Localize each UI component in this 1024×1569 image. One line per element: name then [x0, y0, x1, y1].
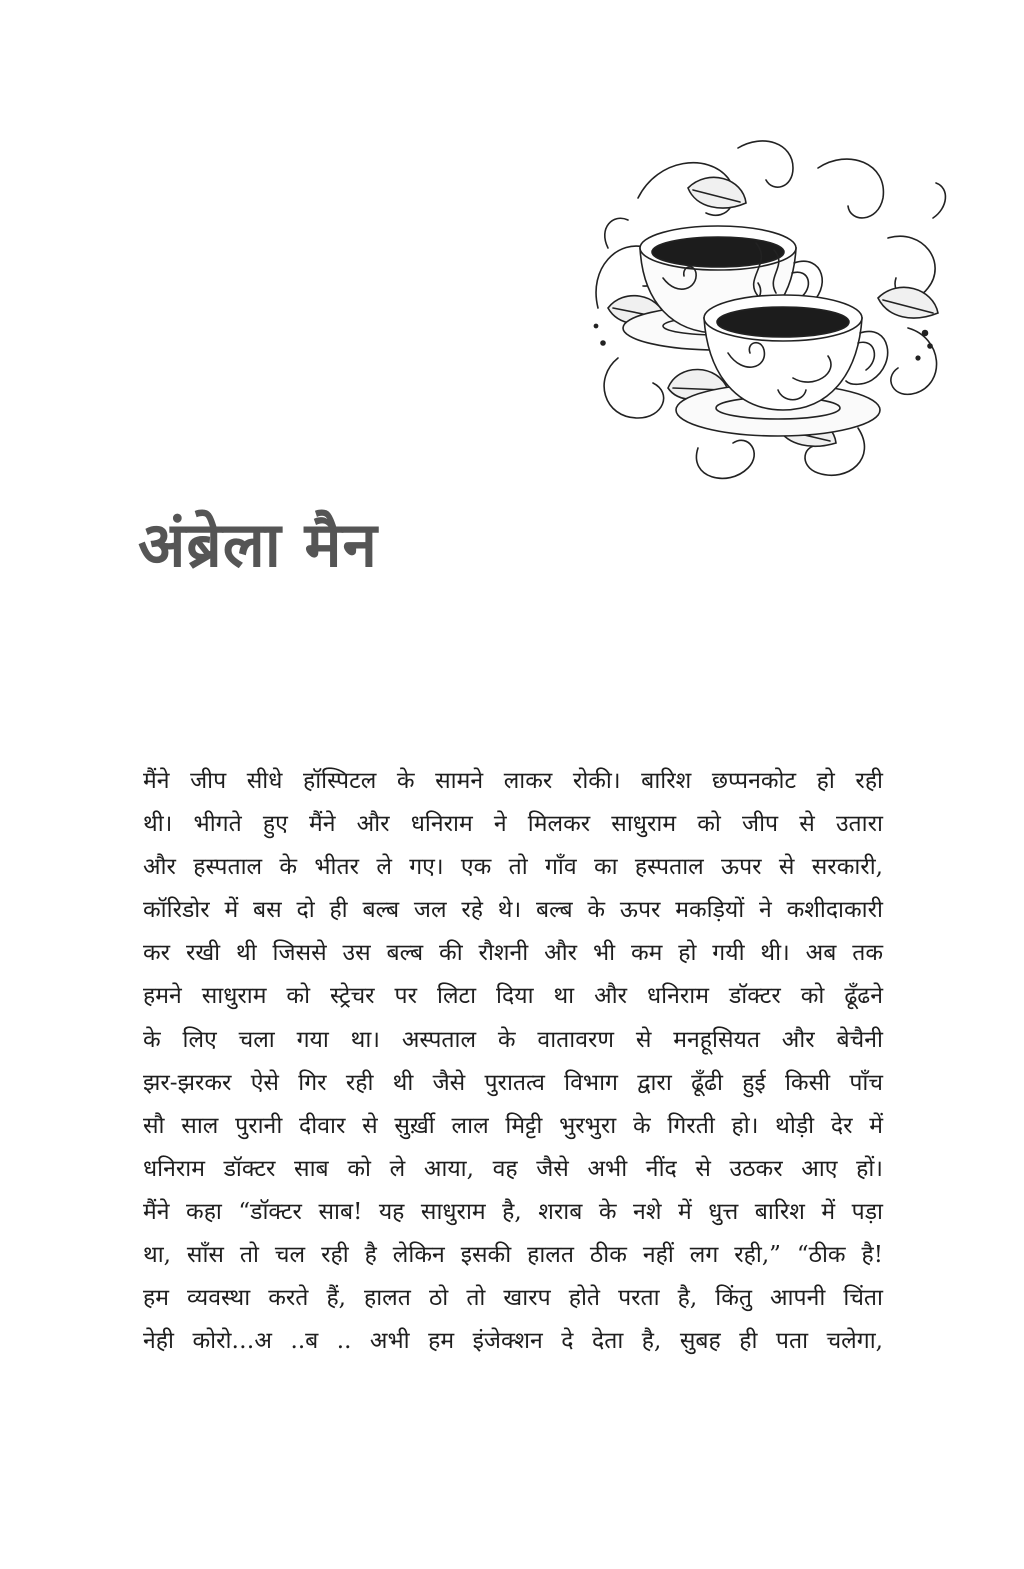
teacups-illustration-svg — [578, 128, 954, 486]
body-line: के लिए चला गया था। अस्पताल के वातावरण से मनहूसियत और बेचैनी — [143, 1026, 883, 1053]
body-line: सौ साल पुरानी दीवार से सुर्ख़ी लाल मिट्टी भुरभुरा के गिरती हो। थोड़ी देर में — [143, 1112, 883, 1139]
body-line: धनिराम डॉक्टर साब को ले आया, वह जैसे अभी नींद से उठकर आए हों। — [143, 1155, 883, 1182]
body-line: था, साँस तो चल रही है लेकिन इसकी हालत ठीक नहीं लग रही,” “ठीक है! — [143, 1242, 883, 1269]
body-line: नेही कोरो…अ ..ब .. अभी हम इंजेक्शन दे देता है, सुबह ही पता चलेगा, — [143, 1328, 883, 1355]
body-line: कॉरिडोर में बस दो ही बल्ब जल रहे थे। बल्ब के ऊपर मकड़ियों ने कशीदाकारी — [143, 897, 883, 924]
body-line: और हस्पताल के भीतर ले गए। एक तो गाँव का हस्पताल ऊपर से सरकारी, — [143, 854, 883, 881]
chapter-title: अंब्रेला मैन — [138, 508, 378, 581]
body-text — [143, 760, 883, 1363]
teacups-illustration — [578, 128, 954, 486]
body-line: कर रखी थी जिससे उस बल्ब की रौशनी और भी कम हो गयी थी। अब तक — [143, 940, 883, 967]
body-line: हमने साधुराम को स्ट्रेचर पर लिटा दिया था और धनिराम डॉक्टर को ढूँढने — [143, 983, 883, 1010]
body-line: मैंने कहा “डॉक्टर साब! यह साधुराम है, शराब के नशे में धुत्त बारिश में पड़ा — [143, 1198, 883, 1225]
body-line: हम व्यवस्था करते हैं, हालत ठो तो खारप होते परता है, किंतु आपनी चिंता — [143, 1285, 883, 1312]
body-line: झर-झरकर ऐसे गिर रही थी जैसे पुरातत्व विभाग द्वारा ढूँढी हुई किसी पाँच — [143, 1069, 883, 1096]
body-line: मैंने जीप सीधे हॉस्पिटल के सामने लाकर रोकी। बारिश छप्पनकोट हो रही — [143, 768, 883, 794]
body-line: थी। भीगते हुए मैंने और धनिराम ने मिलकर साधुराम को जीप से उतारा — [143, 811, 883, 838]
